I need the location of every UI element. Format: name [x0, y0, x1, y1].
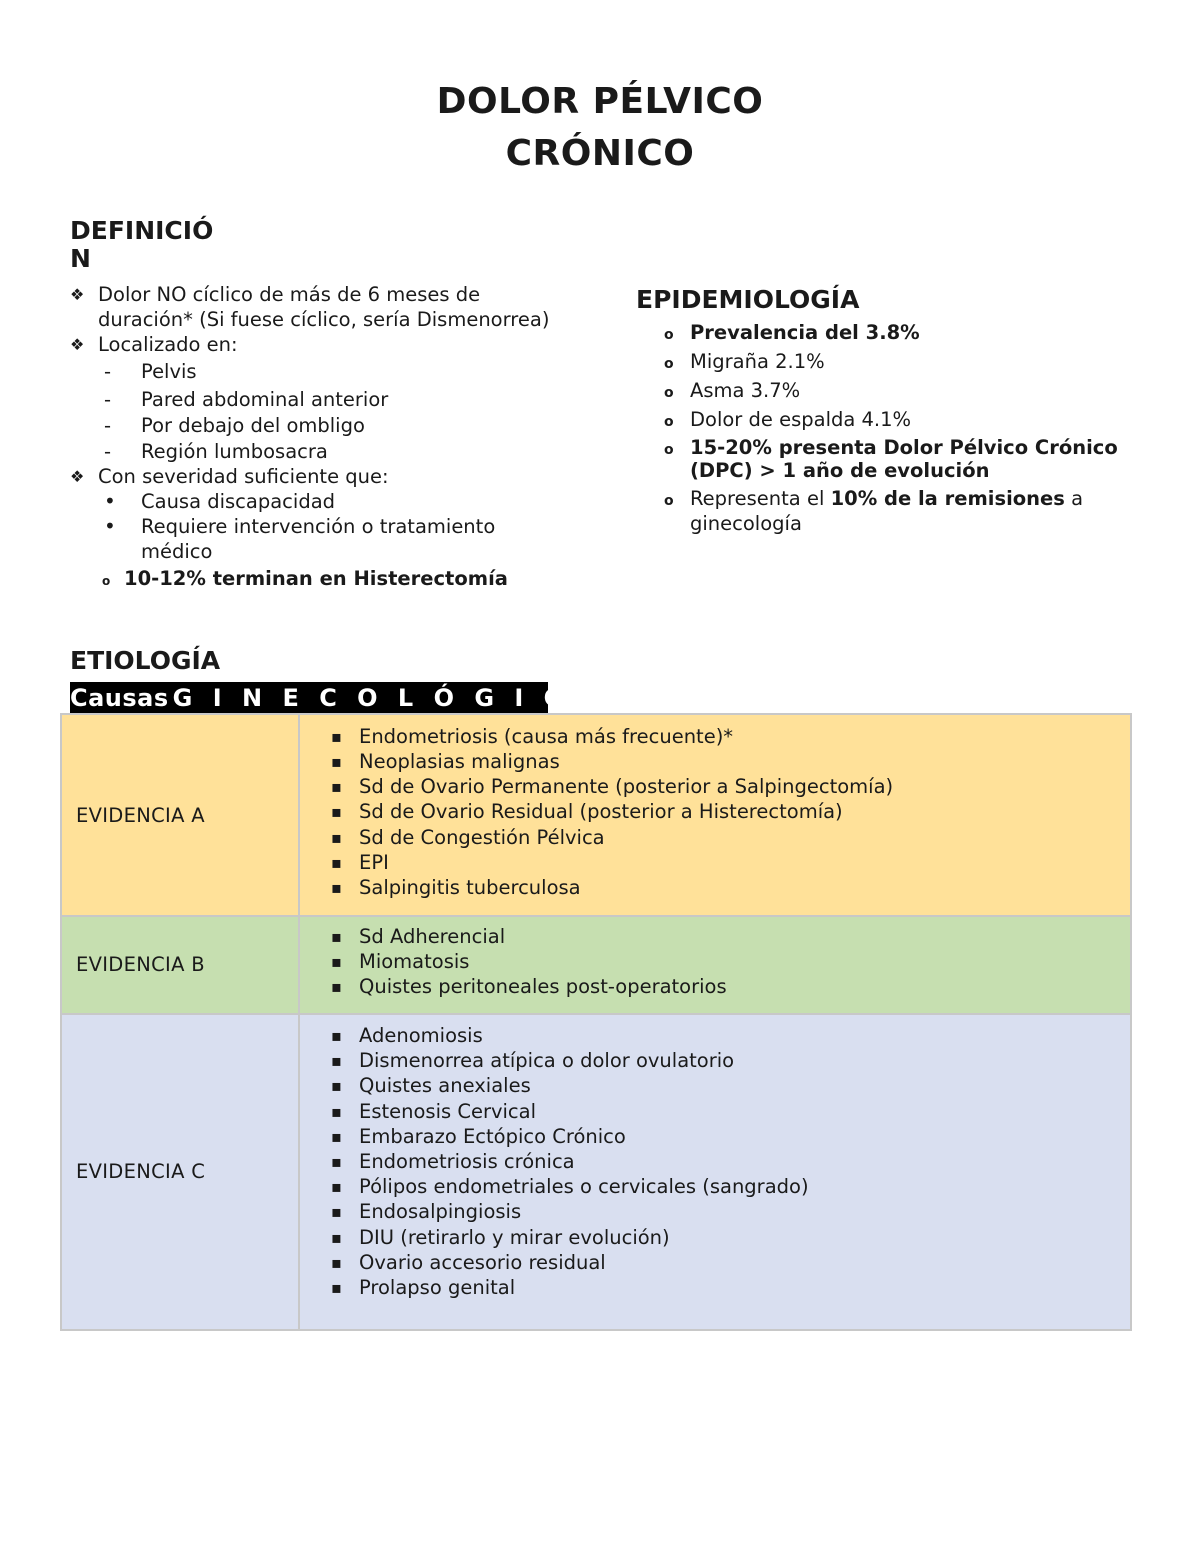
list-item: ▪ Salpingitis tuberculosa	[301, 875, 1129, 900]
page-title	[0, 76, 1200, 180]
diamond-bullet-icon: ❖	[70, 285, 85, 304]
list-item: ❖ Dolor NO cíclico de más de 6 meses de duración* (Si fuese cíclico, sería Dismenorrea)	[70, 283, 550, 331]
list-item: - Pelvis	[104, 360, 197, 383]
list-item: ▪ DIU (retirarlo y mirar evolución)	[301, 1225, 1129, 1250]
list-item: o Migraña 2.1%	[662, 349, 1142, 374]
diamond-bullet-icon: ❖	[70, 467, 85, 486]
list-item: ▪ Sd de Congestión Pélvica	[301, 825, 1129, 850]
table-row	[61, 916, 1131, 1014]
list-item: ▪ Pólipos endometriales o cervicales (sangrado)	[301, 1174, 1129, 1199]
list-item: o Dolor de espalda 4.1%	[662, 407, 1142, 432]
list-item: ▪ Sd Adherencial	[301, 924, 1129, 949]
list-item: ❖ Localizado en:	[70, 333, 238, 356]
list-item: - Por debajo del ombligo	[104, 414, 365, 437]
list-item: • Causa discapacidad	[104, 489, 336, 513]
list-item: ▪ Sd de Ovario Permanente (posterior a Salpingectomía)	[301, 774, 1129, 799]
list-item: o Prevalencia del 3.8%	[662, 320, 1142, 345]
evidence-items	[299, 1014, 1131, 1330]
list-item: ▪ EPI	[301, 850, 1129, 875]
evidence-label: EVIDENCIA A	[61, 714, 299, 916]
epidemiologia-heading: EPIDEMIOLOGÍA	[636, 285, 860, 314]
list-item: ▪ Prolapso genital	[301, 1275, 1129, 1300]
list-item: ▪ Sd de Ovario Residual (posterior a Histerectomía)	[301, 799, 1129, 824]
circle-bullet-icon: o	[664, 414, 674, 430]
circle-bullet-icon: o	[664, 385, 674, 401]
list-item: ▪ Endometriosis (causa más frecuente)*	[301, 724, 1129, 749]
dash-bullet-icon: -	[104, 360, 112, 383]
circle-bullet-icon: o	[664, 493, 674, 509]
circle-bullet-icon: o	[664, 327, 674, 343]
list-item: ▪ Embarazo Ectópico Crónico	[301, 1124, 1129, 1149]
dot-bullet-icon: •	[104, 514, 116, 538]
etiologia-table	[60, 713, 1132, 1331]
list-item: o Asma 3.7%	[662, 378, 1142, 403]
list-item: ▪ Quistes peritoneales post-operatorios	[301, 974, 1129, 999]
list-item: o 15-20% presenta Dolor Pélvico Crónico (DPC) > 1 año de evolución	[664, 436, 1118, 482]
page-title-line1: DOLOR PÉLVICO	[436, 81, 764, 122]
list-item: ▪ Estenosis Cervical	[301, 1099, 1129, 1124]
evidence-items	[299, 714, 1131, 916]
dash-bullet-icon: -	[104, 440, 112, 463]
list-item: • Requiere intervención o tratamiento médico	[104, 514, 496, 563]
list-item: ▪ Adenomiosis	[301, 1023, 1129, 1048]
definicion-heading: DEFINICIÓ N	[70, 216, 214, 273]
table-row	[61, 714, 1131, 916]
list-item: ▪ Endometriosis crónica	[301, 1149, 1129, 1174]
list-item: ❖ Con severidad suficiente que:	[70, 465, 389, 488]
list-item: ▪ Neoplasias malignas	[301, 749, 1129, 774]
epidemiologia-list	[662, 320, 1142, 540]
etiologia-heading: ETIOLOGÍA	[70, 646, 221, 675]
list-item: - Pared abdominal anterior	[104, 388, 389, 411]
dash-bullet-icon: -	[104, 388, 112, 411]
dash-bullet-icon: -	[104, 414, 112, 437]
list-item: ▪ Miomatosis	[301, 949, 1129, 974]
definicion-list	[70, 282, 550, 591]
page-title-line2: CRÓNICO	[505, 133, 695, 174]
circle-bullet-icon: o	[664, 356, 674, 372]
evidence-items	[299, 916, 1131, 1014]
list-item: - Región lumbosacra	[104, 440, 328, 463]
evidence-label: EVIDENCIA C	[61, 1014, 299, 1330]
list-item: ▪ Dismenorrea atípica o dolor ovulatorio	[301, 1048, 1129, 1073]
list-item: o 10-12% terminan en Histerectomía	[70, 566, 550, 591]
table-row	[61, 1014, 1131, 1330]
circle-bullet-icon: o	[102, 574, 111, 588]
list-item: ▪ Endosalpingiosis	[301, 1199, 1129, 1224]
causas-ginecologicas-banner: Causas G I N E C O L Ó G I C A S	[70, 684, 644, 712]
circle-bullet-icon: o	[664, 442, 674, 458]
list-item: ▪ Quistes anexiales	[301, 1073, 1129, 1098]
evidence-label: EVIDENCIA B	[61, 916, 299, 1014]
list-item: o Representa el 10% de la remisiones a ginecología	[664, 487, 1084, 535]
dot-bullet-icon: •	[104, 489, 116, 513]
diamond-bullet-icon: ❖	[70, 335, 85, 354]
list-item: ▪ Ovario accesorio residual	[301, 1250, 1129, 1275]
